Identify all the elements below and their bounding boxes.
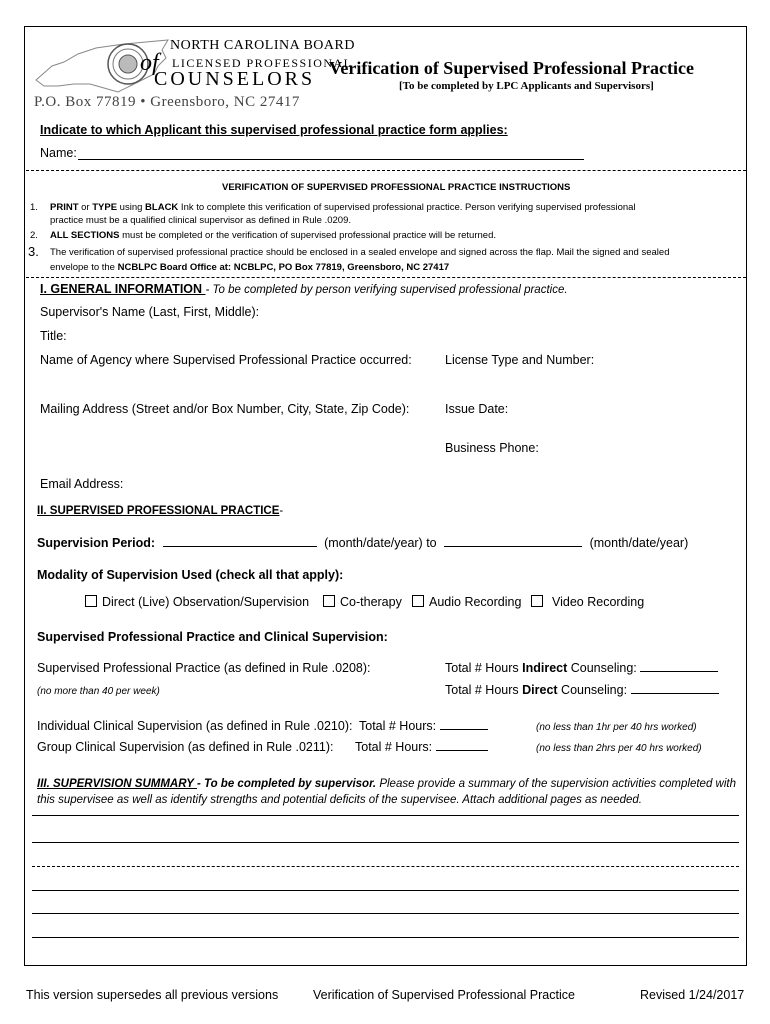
instruction-3-num: 3.: [28, 244, 39, 259]
board-line3: COUNSELORS: [154, 68, 316, 90]
divider-mid: [26, 277, 746, 278]
applicant-prompt: Indicate to which Applicant this supervised professional practice form applies:: [40, 123, 508, 137]
direct-hours-row: Total # Hours Direct Counseling:: [445, 683, 719, 697]
summary-heading: III. SUPERVISION SUMMARY - To be completed by supervisor. Please provide a summary of the supervision activities completed with: [37, 778, 736, 790]
divider-top: [26, 170, 746, 171]
modality-direct[interactable]: Direct (Live) Observation/Supervision: [85, 595, 309, 609]
period-start-field[interactable]: [163, 546, 317, 547]
individual-label: Individual Clinical Supervision (as defined in Rule .0210):: [37, 719, 353, 733]
footer-right: Revised 1/24/2017: [640, 988, 745, 1002]
summary-line-5[interactable]: [32, 913, 739, 914]
applicant-name-label: Name:: [40, 146, 77, 160]
summary-line-4[interactable]: [32, 890, 739, 891]
footer-center: Verification of Supervised Professional Practice: [313, 988, 575, 1002]
period-end-field[interactable]: [444, 546, 582, 547]
board-line2: LICENSED PROFESSIONAL: [172, 56, 353, 70]
direct-hours-field[interactable]: [631, 693, 719, 694]
instruction-3-line2: envelope to the NCBLPC Board Office at: NCBLPC, PO Box 77819, Greensboro, NC 27417: [50, 262, 450, 273]
title-label: Title:: [40, 329, 67, 343]
modality-audio[interactable]: Audio Recording: [412, 595, 521, 609]
general-heading: I. GENERAL INFORMATION - To be completed by person verifying supervised professional practice.: [40, 282, 568, 296]
summary-text: this supervisee as well as identify strengths and potential deficits of the supervisee. Attach additional pages as needed.: [37, 794, 642, 806]
spp-label: Supervised Professional Practice (as defined in Rule .0208):: [37, 661, 371, 675]
form-subtitle: [To be completed by LPC Applicants and Supervisors]: [399, 80, 654, 92]
form-border: [24, 26, 747, 966]
checkbox-audio[interactable]: [412, 595, 424, 607]
supervision-period-row: Supervision Period: (month/date/year) to (month/date/year): [37, 536, 689, 550]
summary-line-3[interactable]: [32, 866, 739, 867]
modality-label: Modality of Supervision Used (check all that apply):: [37, 568, 344, 582]
instruction-2: ALL SECTIONS must be completed or the verification of supervised professional practice will be returned.: [50, 230, 496, 241]
business-phone-label: Business Phone:: [445, 441, 539, 455]
supervisor-name-label: Supervisor's Name (Last, First, Middle):: [40, 305, 260, 319]
modality-cotherapy[interactable]: Co-therapy: [323, 595, 402, 609]
modality-video[interactable]: Video Recording: [531, 595, 644, 609]
instruction-1: PRINT or TYPE using BLACK Ink to complete this verification of supervised professional practice. Person verifying supervised professional: [50, 202, 636, 213]
summary-line-2[interactable]: [32, 842, 739, 843]
instructions-heading: VERIFICATION OF SUPERVISED PROFESSIONAL PRACTICE INSTRUCTIONS: [222, 182, 571, 193]
board-line1: NORTH CAROLINA BOARD: [170, 38, 355, 53]
board-address: P.O. Box 77819 • Greensboro, NC 27417: [34, 94, 300, 110]
footer-left: This version supersedes all previous versions: [26, 988, 279, 1002]
group-note: (no less than 2hrs per 40 hrs worked): [536, 743, 702, 754]
group-label: Group Clinical Supervision (as defined in Rule .0211):: [37, 740, 334, 754]
applicant-name-field[interactable]: [78, 159, 584, 160]
issue-date-label: Issue Date:: [445, 402, 509, 416]
indirect-hours-row: Total # Hours Indirect Counseling:: [445, 661, 718, 675]
board-of: of: [140, 50, 159, 76]
indirect-hours-field[interactable]: [640, 671, 718, 672]
checkbox-cotherapy[interactable]: [323, 595, 335, 607]
practice-heading: II. SUPERVISED PROFESSIONAL PRACTICE-: [37, 505, 284, 517]
summary-line-1[interactable]: [32, 815, 739, 816]
mailing-label: Mailing Address (Street and/or Box Number, City, State, Zip Code):: [40, 402, 410, 416]
clinical-heading: Supervised Professional Practice and Clinical Supervision:: [37, 630, 388, 644]
individual-hours-row: Total # Hours:: [359, 719, 488, 733]
spp-note: (no more than 40 per week): [37, 686, 160, 697]
individual-note: (no less than 1hr per 40 hrs worked): [536, 722, 697, 733]
agency-label: Name of Agency where Supervised Professional Practice occurred:: [40, 353, 412, 367]
checkbox-direct[interactable]: [85, 595, 97, 607]
email-label: Email Address:: [40, 477, 124, 491]
instruction-2-num: 2.: [30, 230, 38, 241]
instruction-1-line2: practice must be a qualified clinical supervisor as defined in Rule .0209.: [50, 215, 351, 226]
license-label: License Type and Number:: [445, 353, 595, 367]
instruction-1-num: 1.: [30, 202, 38, 213]
form-title: Verification of Supervised Professional Practice: [329, 58, 694, 78]
individual-hours-field[interactable]: [440, 729, 488, 730]
group-hours-row: Total # Hours:: [355, 740, 488, 754]
instruction-3: The verification of supervised professional practice should be enclosed in a sealed envelope and signed across the flap. Mail the signed and sealed: [50, 247, 670, 258]
summary-line-6[interactable]: [32, 937, 739, 938]
checkbox-video[interactable]: [531, 595, 543, 607]
group-hours-field[interactable]: [436, 750, 488, 751]
